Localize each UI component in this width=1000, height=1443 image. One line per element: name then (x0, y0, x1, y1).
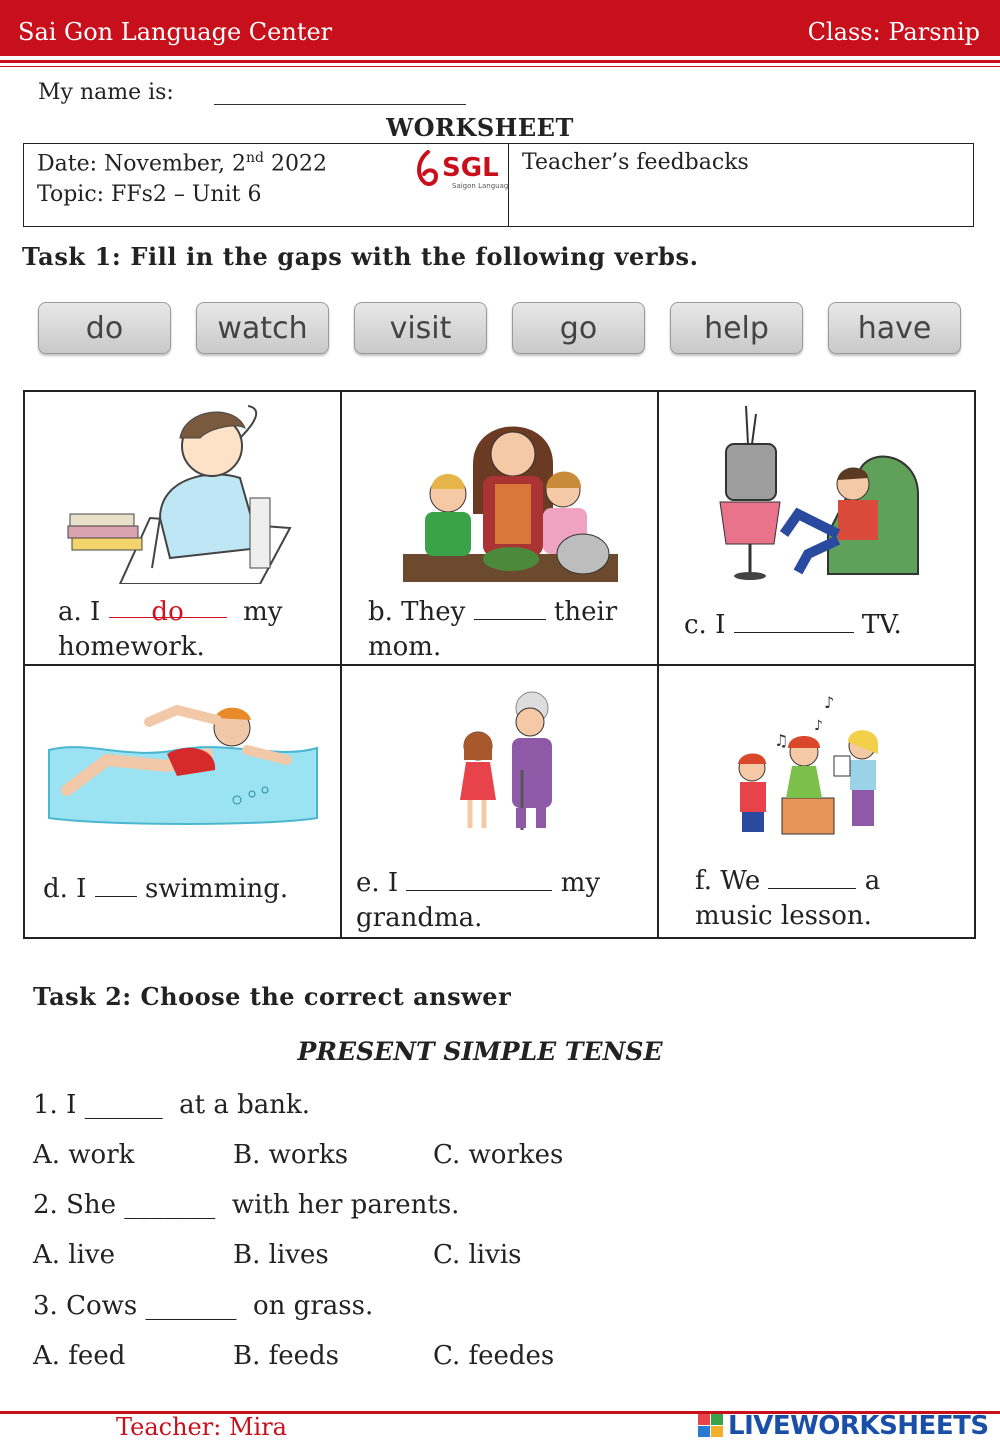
svg-text:♪: ♪ (814, 718, 823, 734)
svg-text:Saigon Language: Saigon Language (452, 182, 509, 190)
sentence-c: c. I TV. (684, 610, 902, 640)
header-bar (0, 0, 1000, 56)
swimming-illustration (47, 690, 319, 830)
answer-input-e[interactable] (406, 868, 552, 891)
liveworksheets-logo[interactable] (698, 1410, 989, 1442)
option-3c[interactable]: C. feedes (433, 1341, 555, 1371)
music-lesson-illustration (722, 690, 887, 854)
option-2c[interactable]: C. livis (433, 1240, 522, 1270)
homework-illustration (60, 398, 320, 588)
answer-input-d[interactable] (95, 874, 137, 897)
verb-chip-visit[interactable]: visit (354, 302, 487, 354)
feedback-label: Teacher’s feedbacks (522, 150, 749, 175)
task1-title: Task 1: Fill in the gaps with the following verbs. (22, 242, 699, 271)
svg-text:♫: ♫ (774, 731, 789, 750)
sentence-f: f. We a music lesson. (695, 866, 881, 931)
svg-text:SGL: SGL (442, 153, 499, 183)
watching-tv-illustration (718, 404, 928, 586)
question-3: 3. Cows _______ on grass. (33, 1291, 374, 1321)
family-cooking-illustration (403, 404, 618, 586)
verb-chip-do[interactable]: do (38, 302, 171, 354)
answer-input-a[interactable]: do (109, 595, 227, 618)
option-2b[interactable]: B. lives (233, 1240, 329, 1270)
verb-chip-have[interactable]: have (828, 302, 961, 354)
worksheet-title: WORKSHEET (386, 113, 574, 142)
question-2: 2. She _______ with her parents. (33, 1190, 460, 1220)
sgl-logo (414, 148, 509, 192)
svg-text:♪: ♪ (824, 693, 835, 712)
option-1a[interactable]: A. work (33, 1140, 135, 1170)
verb-chip-go[interactable]: go (512, 302, 645, 354)
topic-text: Topic: FFs2 – Unit 6 (37, 182, 262, 207)
class-label: Class: Parsnip (807, 18, 980, 46)
option-3a[interactable]: A. feed (33, 1341, 126, 1371)
verb-chip-help[interactable]: help (670, 302, 803, 354)
option-3b[interactable]: B. feeds (233, 1341, 340, 1371)
sentence-b: b. They their mom. (368, 597, 618, 662)
name-input[interactable] (214, 104, 466, 105)
option-2a[interactable]: A. live (33, 1240, 116, 1270)
option-1c[interactable]: C. workes (433, 1140, 564, 1170)
liveworksheets-text: LIVEWORKSHEETS (728, 1411, 989, 1441)
header-rule-thin (0, 66, 1000, 67)
verb-chip-watch[interactable]: watch (196, 302, 329, 354)
answer-input-c[interactable] (734, 610, 854, 633)
option-1b[interactable]: B. works (233, 1140, 349, 1170)
sentence-d: d. I swimming. (43, 874, 289, 904)
sentence-e: e. I my grandma. (356, 868, 601, 933)
header-rule (0, 60, 1000, 63)
name-label: My name is: (38, 80, 174, 105)
answer-input-b[interactable] (474, 597, 546, 620)
answer-input-f[interactable] (768, 866, 856, 889)
question-1: 1. I ______ at a bank. (33, 1090, 311, 1120)
task2-title: Task 2: Choose the correct answer (33, 982, 512, 1011)
school-name: Sai Gon Language Center (18, 18, 333, 46)
teacher-name: Teacher: Mira (116, 1413, 287, 1441)
date-text: Date: November, 2nd 2022 (37, 150, 327, 177)
grandma-illustration (452, 690, 576, 844)
liveworksheets-icon (698, 1414, 724, 1438)
sentence-a: a. I do my homework. (58, 597, 283, 662)
task2-subtitle: PRESENT SIMPLE TENSE (297, 1037, 663, 1066)
